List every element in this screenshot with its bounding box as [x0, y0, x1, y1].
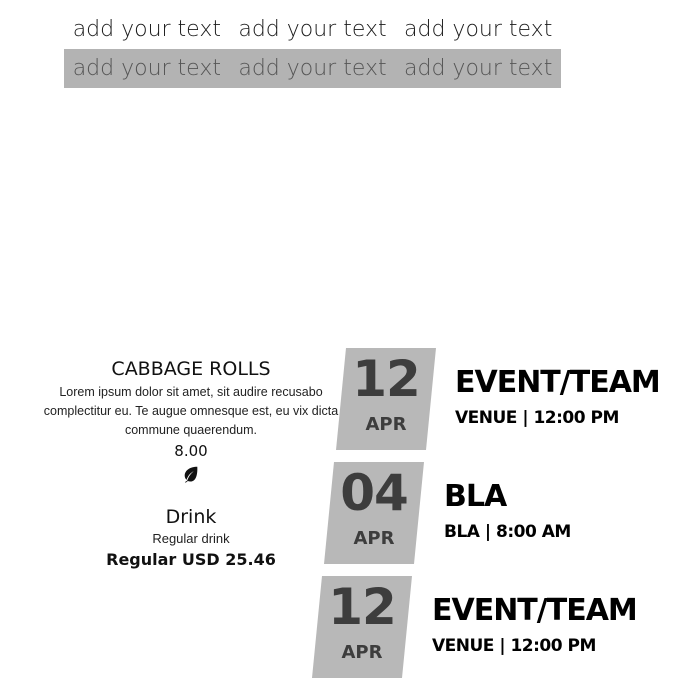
- event-title: EVENT/TEAM: [432, 593, 637, 628]
- text-cell: add your text: [238, 56, 387, 81]
- event-title: EVENT/TEAM: [455, 365, 660, 400]
- menu-item-price: 8.00: [174, 442, 208, 460]
- event-date-badge: [336, 348, 436, 450]
- drink-subtitle: Regular drink: [152, 531, 230, 546]
- event-day: 12: [352, 350, 420, 408]
- text-cell: add your text: [404, 17, 553, 42]
- text-cell: add your text: [72, 56, 221, 81]
- menu-item-title: CABBAGE ROLLS: [111, 358, 271, 380]
- event-date-badge: [324, 462, 424, 564]
- event-subtitle: BLA | 8:00 AM: [444, 522, 571, 542]
- event-subtitle: VENUE | 12:00 PM: [432, 636, 596, 656]
- text-grid: [64, 10, 561, 88]
- menu-section: [22, 357, 360, 571]
- text-cell: add your text: [404, 56, 553, 81]
- event-month: APR: [341, 642, 383, 663]
- text-grid-row-shaded: [64, 49, 561, 88]
- event-subtitle: VENUE | 12:00 PM: [455, 408, 619, 428]
- text-grid-row: [64, 10, 561, 49]
- text-cell: add your text: [238, 17, 387, 42]
- menu-item-description-line: Lorem ipsum dolor sit amet, sit audire recusabo: [59, 385, 323, 399]
- event-month: APR: [353, 528, 395, 549]
- event-day: 12: [328, 578, 396, 636]
- menu-item-description-line: complectitur eu. Te augue omnesque est, eu vix dicta: [43, 404, 339, 418]
- event-month: APR: [365, 414, 407, 435]
- event-day: 04: [340, 464, 408, 522]
- menu-item-description-line: commune quaerendum.: [124, 423, 258, 437]
- drink-price: Regular USD 25.46: [106, 550, 276, 569]
- text-cell: add your text: [72, 17, 221, 42]
- drink-title: Drink: [165, 506, 217, 528]
- drink-item: [22, 505, 360, 571]
- leaf-icon: [182, 465, 200, 483]
- event-title: BLA: [444, 479, 507, 514]
- event-date-badge: [312, 576, 412, 678]
- menu-item-description: [22, 383, 360, 440]
